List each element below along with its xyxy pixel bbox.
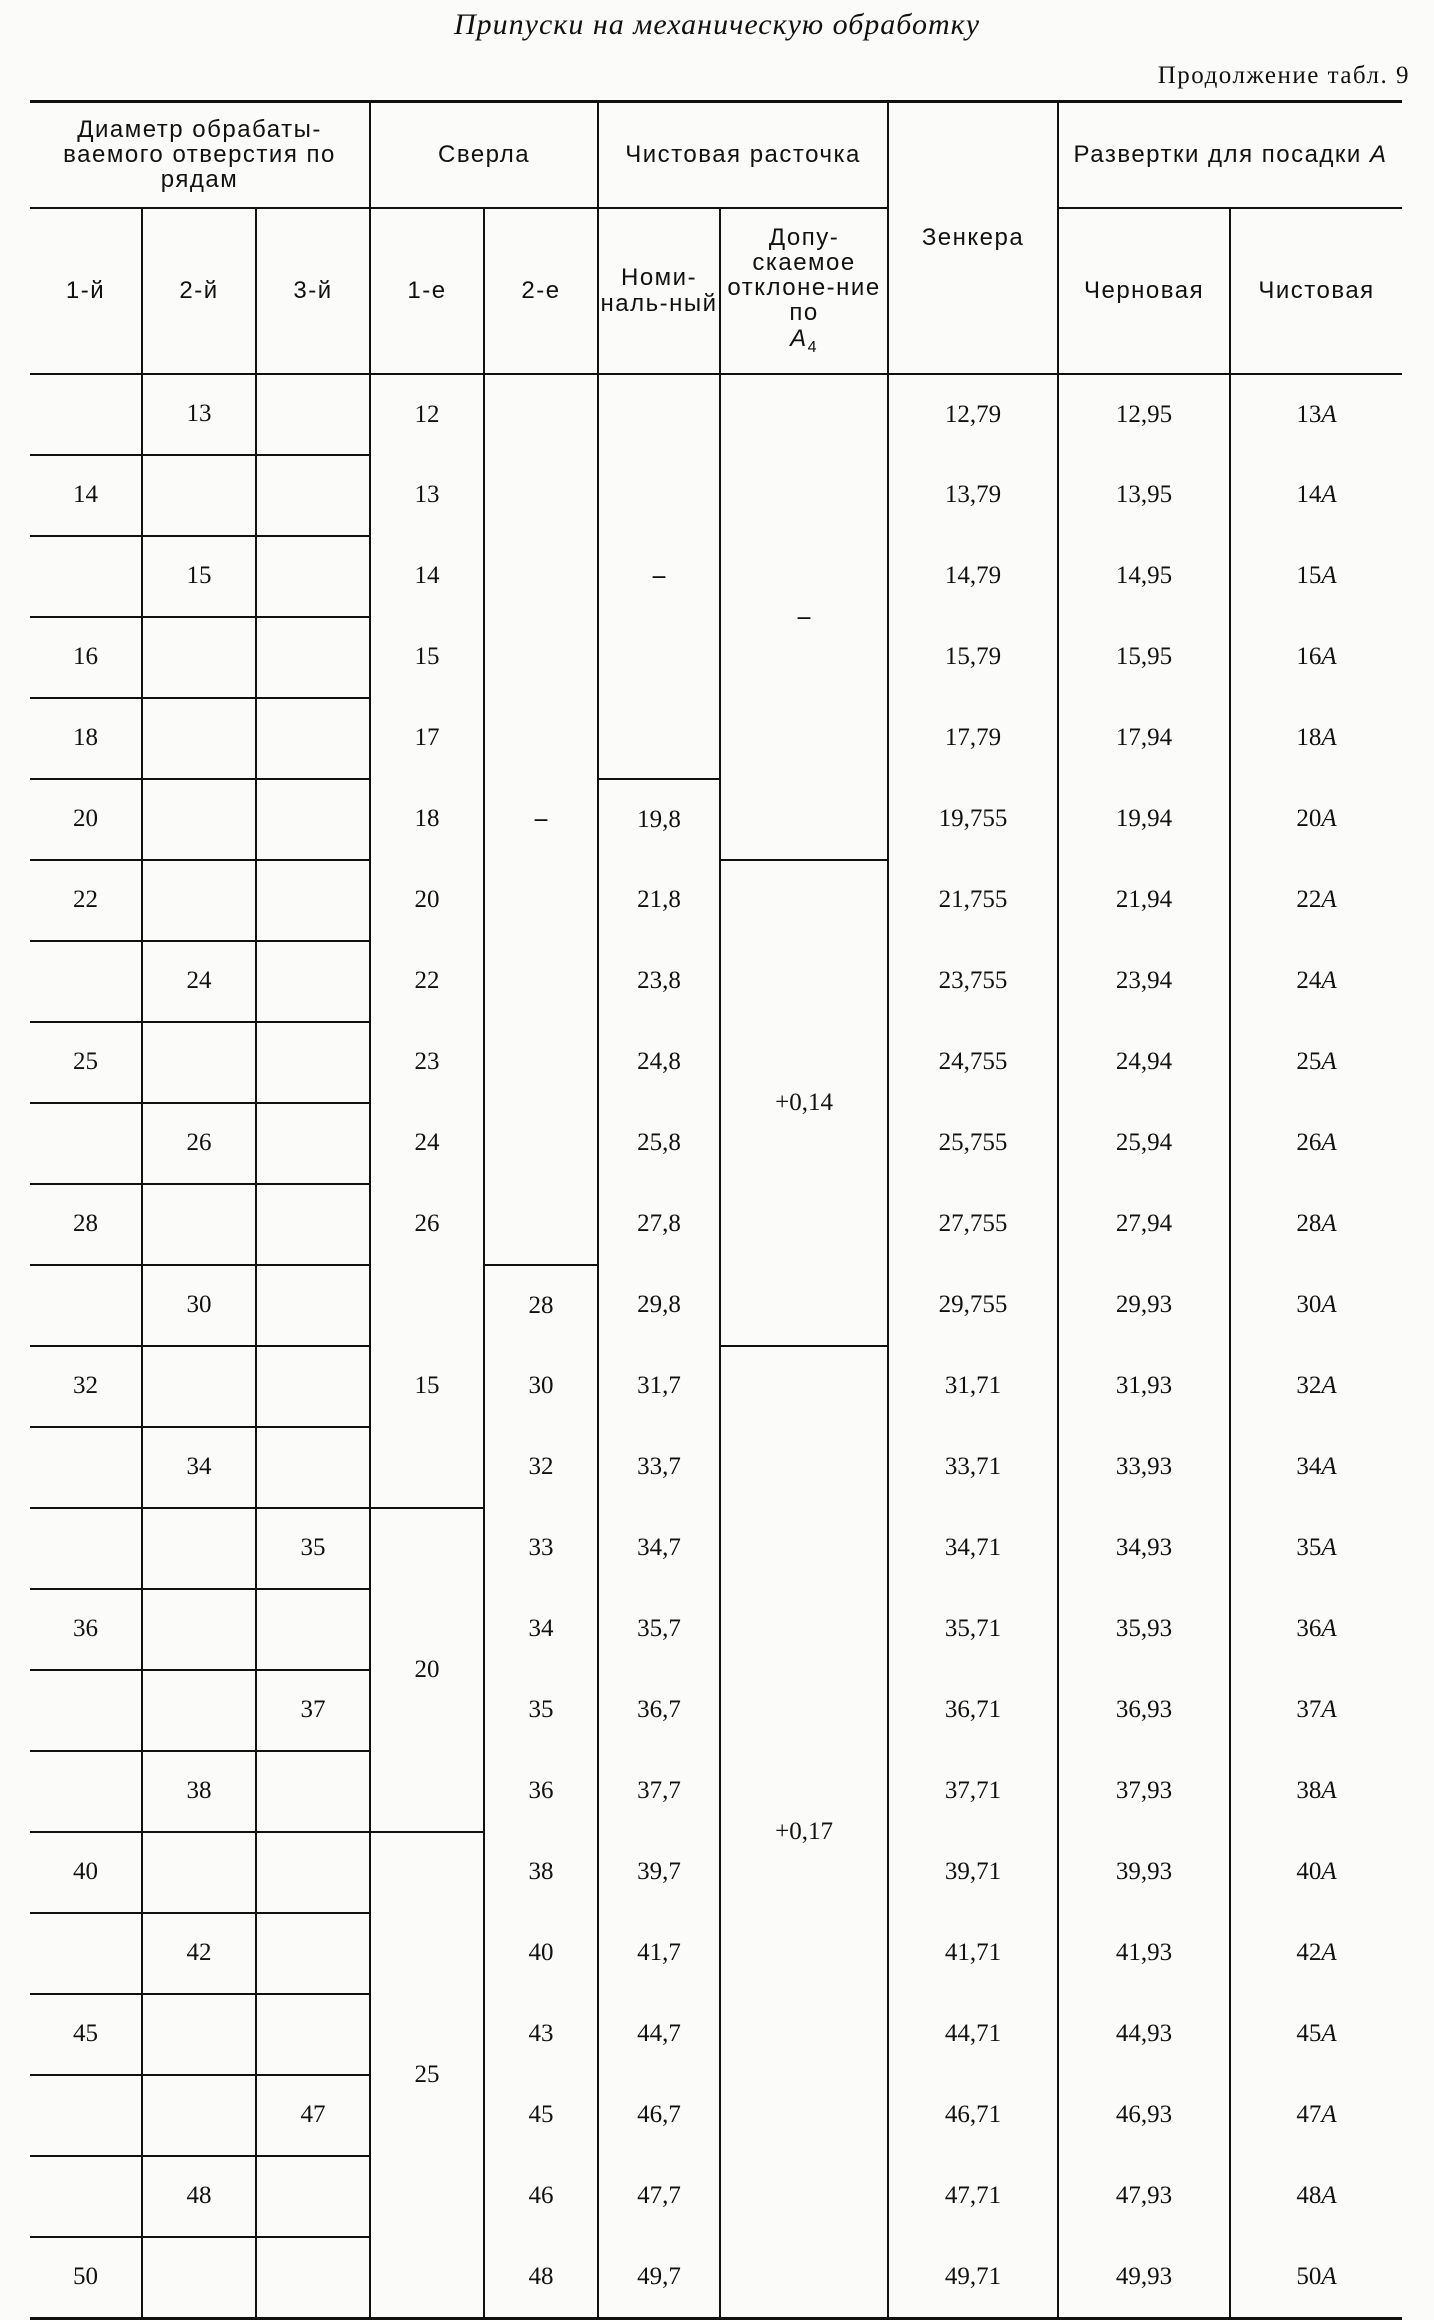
cell-drill-1: 12 <box>370 374 484 455</box>
cell-nominal: 39,7 <box>598 1832 720 1913</box>
cell-countersink: 34,71 <box>888 1508 1058 1589</box>
reamer-fit-symbol: A <box>1321 400 1337 428</box>
cell-row-3 <box>256 1427 370 1508</box>
cell-tolerance: +0,14 <box>720 860 888 1346</box>
cell-countersink: 25,755 <box>888 1103 1058 1184</box>
cell-reamer-finish <box>1230 1670 1402 1751</box>
table-row <box>30 1265 1402 1346</box>
reamer-finish-size: 47 <box>1296 2101 1322 2128</box>
cell-countersink: 49,71 <box>888 2237 1058 2319</box>
cell-reamer-finish <box>1230 374 1402 455</box>
header-tolerance-text: Допу-скаемое отклоне-ние по <box>727 223 881 327</box>
cell-drill-2: 36 <box>484 1751 598 1832</box>
table-row <box>30 2237 1402 2319</box>
table-row <box>30 1346 1402 1427</box>
cell-row-3 <box>256 2156 370 2237</box>
cell-reamer-rough: 36,93 <box>1058 1670 1230 1751</box>
cell-drill-2: 45 <box>484 2075 598 2156</box>
cell-row-1 <box>30 1427 142 1508</box>
reamer-fit-symbol: A <box>1321 1048 1337 1075</box>
reamer-fit-symbol: A <box>1321 967 1337 994</box>
cell-row-2: 48 <box>142 2156 256 2237</box>
header-reamers-symbol: A <box>1370 141 1388 169</box>
header-reamers <box>1058 102 1402 208</box>
cell-row-3: 37 <box>256 1670 370 1751</box>
cell-row-3 <box>256 2237 370 2319</box>
cell-drill-2: 28 <box>484 1265 598 1346</box>
cell-reamer-finish <box>1230 1427 1402 1508</box>
cell-drill-1: 18 <box>370 779 484 860</box>
reamer-finish-size: 40 <box>1296 1858 1322 1885</box>
cell-row-2 <box>142 698 256 779</box>
cell-reamer-rough: 39,93 <box>1058 1832 1230 1913</box>
table-row <box>30 1589 1402 1670</box>
header-finish: Чистовая <box>1230 208 1402 374</box>
cell-drill-2: 33 <box>484 1508 598 1589</box>
table-row <box>30 779 1402 860</box>
cell-row-1: 50 <box>30 2237 142 2319</box>
cell-reamer-rough: 21,94 <box>1058 860 1230 941</box>
reamer-finish-size: 14 <box>1296 481 1322 508</box>
reamer-fit-symbol: A <box>1321 481 1337 508</box>
cell-drill-2: 32 <box>484 1427 598 1508</box>
reamer-fit-symbol: A <box>1321 562 1337 589</box>
cell-reamer-rough: 24,94 <box>1058 1022 1230 1103</box>
cell-reamer-rough: 17,94 <box>1058 698 1230 779</box>
cell-nominal: 35,7 <box>598 1589 720 1670</box>
reamer-finish-size: 28 <box>1296 1210 1322 1237</box>
table-row <box>30 1022 1402 1103</box>
cell-row-1: 32 <box>30 1346 142 1427</box>
cell-reamer-rough: 15,95 <box>1058 617 1230 698</box>
reamer-finish-size: 24 <box>1296 967 1322 994</box>
reamer-fit-symbol: A <box>1321 1696 1337 1723</box>
cell-drill-1: 14 <box>370 536 484 617</box>
cell-nominal: 34,7 <box>598 1508 720 1589</box>
cell-reamer-rough: 37,93 <box>1058 1751 1230 1832</box>
header-reamers-text: Развертки для посадки <box>1073 141 1362 169</box>
cell-row-1 <box>30 374 142 455</box>
reamer-finish-size: 30 <box>1296 1291 1322 1318</box>
cell-countersink: 36,71 <box>888 1670 1058 1751</box>
table-row <box>30 1508 1402 1589</box>
cell-reamer-finish <box>1230 779 1402 860</box>
cell-row-1: 22 <box>30 860 142 941</box>
cell-countersink: 39,71 <box>888 1832 1058 1913</box>
reamer-finish-size: 48 <box>1296 2182 1322 2209</box>
table-row <box>30 2156 1402 2237</box>
cell-reamer-finish <box>1230 1184 1402 1265</box>
reamer-fit-symbol: A <box>1321 886 1337 913</box>
cell-reamer-rough: 33,93 <box>1058 1427 1230 1508</box>
page-title: Припуски на механическую обработку <box>453 8 981 41</box>
cell-reamer-rough: 44,93 <box>1058 1994 1230 2075</box>
cell-row-3 <box>256 1346 370 1427</box>
cell-row-1 <box>30 1508 142 1589</box>
cell-row-3 <box>256 1022 370 1103</box>
cell-reamer-rough: 25,94 <box>1058 1103 1230 1184</box>
cell-reamer-finish <box>1230 455 1402 536</box>
cell-drill-1: 20 <box>370 860 484 941</box>
cell-row-2 <box>142 2075 256 2156</box>
cell-row-2: 30 <box>142 1265 256 1346</box>
cell-reamer-finish <box>1230 536 1402 617</box>
cell-row-2 <box>142 1184 256 1265</box>
cell-nominal: 44,7 <box>598 1994 720 2075</box>
reamer-finish-size: 37 <box>1296 1696 1322 1723</box>
header-diameter: Диаметр обрабаты-ваемого отверстия по рядам <box>30 102 370 208</box>
cell-drill-1: 25 <box>370 1832 484 2319</box>
cell-nominal: 49,7 <box>598 2237 720 2319</box>
cell-countersink: 21,755 <box>888 860 1058 941</box>
cell-row-3 <box>256 941 370 1022</box>
cell-countersink: 13,79 <box>888 455 1058 536</box>
cell-drill-2: – <box>484 374 598 1265</box>
cell-drill-1: 24 <box>370 1103 484 1184</box>
cell-reamer-rough: 14,95 <box>1058 536 1230 617</box>
cell-row-1 <box>30 536 142 617</box>
cell-row-2: 13 <box>142 374 256 455</box>
cell-drill-2: 35 <box>484 1670 598 1751</box>
cell-nominal: 31,7 <box>598 1346 720 1427</box>
cell-tolerance: +0,17 <box>720 1346 888 2319</box>
cell-row-3 <box>256 536 370 617</box>
table-header <box>30 102 1402 374</box>
cell-countersink: 29,755 <box>888 1265 1058 1346</box>
cell-row-2 <box>142 1508 256 1589</box>
cell-row-1 <box>30 1670 142 1751</box>
header-drills: Сверла <box>370 102 598 208</box>
cell-drill-1: 13 <box>370 455 484 536</box>
cell-drill-1: 15 <box>370 1265 484 1508</box>
cell-row-2 <box>142 1832 256 1913</box>
cell-countersink: 27,755 <box>888 1184 1058 1265</box>
cell-row-1: 20 <box>30 779 142 860</box>
cell-reamer-finish <box>1230 617 1402 698</box>
cell-row-2 <box>142 1022 256 1103</box>
header-nominal: Номи-наль-ный <box>598 208 720 374</box>
cell-row-3 <box>256 1103 370 1184</box>
cell-nominal: 23,8 <box>598 941 720 1022</box>
reamer-fit-symbol: A <box>1321 724 1337 751</box>
cell-drill-2: 46 <box>484 2156 598 2237</box>
reamer-fit-symbol: A <box>1321 2182 1337 2209</box>
reamer-fit-symbol: A <box>1321 1939 1337 1966</box>
cell-reamer-finish <box>1230 1832 1402 1913</box>
cell-row-3 <box>256 1184 370 1265</box>
cell-drill-1: 17 <box>370 698 484 779</box>
cell-row-3 <box>256 617 370 698</box>
allowances-table <box>30 100 1402 2320</box>
cell-row-3 <box>256 1589 370 1670</box>
cell-row-1 <box>30 1103 142 1184</box>
cell-reamer-rough: 49,93 <box>1058 2237 1230 2319</box>
cell-reamer-rough: 41,93 <box>1058 1913 1230 1994</box>
cell-drill-2: 48 <box>484 2237 598 2319</box>
reamer-fit-symbol: A <box>1321 643 1337 670</box>
cell-reamer-rough: 12,95 <box>1058 374 1230 455</box>
cell-nominal: 24,8 <box>598 1022 720 1103</box>
table-row <box>30 374 1402 455</box>
reamer-fit-symbol: A <box>1321 1777 1337 1804</box>
cell-row-1: 45 <box>30 1994 142 2075</box>
cell-row-2 <box>142 779 256 860</box>
reamer-fit-symbol: A <box>1321 1129 1337 1156</box>
reamer-fit-symbol: A <box>1321 805 1337 832</box>
cell-nominal: 21,8 <box>598 860 720 941</box>
cell-reamer-rough: 23,94 <box>1058 941 1230 1022</box>
cell-reamer-finish <box>1230 1508 1402 1589</box>
cell-row-2 <box>142 1670 256 1751</box>
cell-reamer-finish <box>1230 2075 1402 2156</box>
reamer-finish-size: 18 <box>1296 724 1322 751</box>
table-row <box>30 1184 1402 1265</box>
cell-row-1: 28 <box>30 1184 142 1265</box>
cell-row-1 <box>30 1265 142 1346</box>
cell-row-2: 26 <box>142 1103 256 1184</box>
cell-nominal: – <box>598 374 720 779</box>
reamer-fit-symbol: A <box>1321 1453 1337 1480</box>
cell-nominal: 46,7 <box>598 2075 720 2156</box>
reamer-finish-size: 32 <box>1296 1372 1322 1399</box>
cell-countersink: 23,755 <box>888 941 1058 1022</box>
cell-reamer-rough: 13,95 <box>1058 455 1230 536</box>
cell-countersink: 41,71 <box>888 1913 1058 1994</box>
cell-countersink: 46,71 <box>888 2075 1058 2156</box>
reamer-fit-symbol: A <box>1321 2020 1337 2047</box>
table-row <box>30 1670 1402 1751</box>
cell-reamer-finish <box>1230 1994 1402 2075</box>
cell-row-2: 42 <box>142 1913 256 1994</box>
cell-reamer-rough: 47,93 <box>1058 2156 1230 2237</box>
cell-drill-1: 15 <box>370 617 484 698</box>
cell-reamer-finish <box>1230 941 1402 1022</box>
cell-drill-2: 38 <box>484 1832 598 1913</box>
cell-drill-2: 30 <box>484 1346 598 1427</box>
reamer-finish-size: 38 <box>1296 1777 1322 1804</box>
cell-row-2: 24 <box>142 941 256 1022</box>
table-continuation-label: Продолжение табл. 9 <box>1157 62 1410 89</box>
cell-reamer-rough: 29,93 <box>1058 1265 1230 1346</box>
cell-row-1: 16 <box>30 617 142 698</box>
reamer-fit-symbol: A <box>1321 1858 1337 1885</box>
cell-countersink: 14,79 <box>888 536 1058 617</box>
table-row <box>30 1751 1402 1832</box>
cell-row-2 <box>142 1589 256 1670</box>
cell-reamer-finish <box>1230 2237 1402 2319</box>
cell-row-1: 40 <box>30 1832 142 1913</box>
header-tolerance <box>720 208 888 374</box>
cell-reamer-finish <box>1230 698 1402 779</box>
reamer-finish-size: 20 <box>1296 805 1322 832</box>
cell-row-2: 34 <box>142 1427 256 1508</box>
header-drill-2: 2-е <box>484 208 598 374</box>
reamer-finish-size: 15 <box>1296 562 1322 589</box>
header-tolerance-subscript: 4 <box>807 338 818 356</box>
cell-tolerance: – <box>720 374 888 860</box>
cell-drill-2: 40 <box>484 1913 598 1994</box>
cell-nominal: 19,8 <box>598 779 720 860</box>
cell-row-2 <box>142 860 256 941</box>
cell-countersink: 33,71 <box>888 1427 1058 1508</box>
cell-row-1 <box>30 941 142 1022</box>
cell-row-1 <box>30 2156 142 2237</box>
cell-reamer-finish <box>1230 860 1402 941</box>
cell-row-2 <box>142 2237 256 2319</box>
reamer-finish-size: 50 <box>1296 2262 1322 2290</box>
cell-row-1 <box>30 2075 142 2156</box>
header-rough: Черновая <box>1058 208 1230 374</box>
reamer-finish-size: 13 <box>1296 400 1322 428</box>
cell-drill-2: 34 <box>484 1589 598 1670</box>
cell-row-2: 38 <box>142 1751 256 1832</box>
cell-reamer-finish <box>1230 1751 1402 1832</box>
cell-row-2 <box>142 617 256 698</box>
cell-drill-1: 20 <box>370 1508 484 1832</box>
cell-row-2 <box>142 1994 256 2075</box>
table-row <box>30 1427 1402 1508</box>
cell-row-2 <box>142 455 256 536</box>
cell-reamer-rough: 34,93 <box>1058 1508 1230 1589</box>
cell-nominal: 36,7 <box>598 1670 720 1751</box>
table-body <box>30 374 1402 2319</box>
cell-row-3 <box>256 374 370 455</box>
cell-reamer-rough: 31,93 <box>1058 1346 1230 1427</box>
cell-row-1: 14 <box>30 455 142 536</box>
header-tolerance-symbol: A <box>790 324 808 352</box>
cell-countersink: 47,71 <box>888 2156 1058 2237</box>
table-row <box>30 2075 1402 2156</box>
header-drill-1: 1-е <box>370 208 484 374</box>
cell-nominal: 41,7 <box>598 1913 720 1994</box>
header-row-3: 3-й <box>256 208 370 374</box>
cell-row-3 <box>256 1913 370 1994</box>
cell-row-3 <box>256 455 370 536</box>
cell-countersink: 17,79 <box>888 698 1058 779</box>
reamer-finish-size: 16 <box>1296 643 1322 670</box>
cell-drill-1: 26 <box>370 1184 484 1265</box>
table-row <box>30 1832 1402 1913</box>
reamer-fit-symbol: A <box>1321 1534 1337 1561</box>
cell-reamer-finish <box>1230 1265 1402 1346</box>
cell-nominal: 47,7 <box>598 2156 720 2237</box>
cell-reamer-finish <box>1230 2156 1402 2237</box>
reamer-finish-size: 35 <box>1296 1534 1322 1561</box>
reamer-fit-symbol: A <box>1321 1615 1337 1642</box>
cell-drill-1: 23 <box>370 1022 484 1103</box>
cell-reamer-rough: 19,94 <box>1058 779 1230 860</box>
cell-nominal: 37,7 <box>598 1751 720 1832</box>
cell-row-3 <box>256 779 370 860</box>
cell-row-3 <box>256 1265 370 1346</box>
cell-reamer-finish <box>1230 1022 1402 1103</box>
cell-row-3: 47 <box>256 2075 370 2156</box>
reamer-finish-size: 36 <box>1296 1615 1322 1642</box>
table-row <box>30 860 1402 941</box>
cell-drill-1: 22 <box>370 941 484 1022</box>
cell-reamer-rough: 35,93 <box>1058 1589 1230 1670</box>
cell-countersink: 19,755 <box>888 779 1058 860</box>
cell-countersink: 12,79 <box>888 374 1058 455</box>
cell-row-1 <box>30 1751 142 1832</box>
table-row <box>30 1994 1402 2075</box>
cell-reamer-rough: 27,94 <box>1058 1184 1230 1265</box>
cell-nominal: 33,7 <box>598 1427 720 1508</box>
cell-row-1: 36 <box>30 1589 142 1670</box>
table-row <box>30 1913 1402 1994</box>
cell-row-1: 18 <box>30 698 142 779</box>
table-row <box>30 941 1402 1022</box>
reamer-finish-size: 25 <box>1296 1048 1322 1075</box>
cell-row-1: 25 <box>30 1022 142 1103</box>
reamer-fit-symbol: A <box>1321 2262 1337 2290</box>
reamer-fit-symbol: A <box>1321 1372 1337 1399</box>
reamer-fit-symbol: A <box>1321 1291 1337 1318</box>
table-row <box>30 1103 1402 1184</box>
cell-nominal: 27,8 <box>598 1184 720 1265</box>
cell-row-3 <box>256 1751 370 1832</box>
reamer-fit-symbol: A <box>1321 2101 1337 2128</box>
reamer-finish-size: 45 <box>1296 2020 1322 2047</box>
cell-reamer-finish <box>1230 1103 1402 1184</box>
cell-row-1 <box>30 1913 142 1994</box>
reamer-finish-size: 34 <box>1296 1453 1322 1480</box>
cell-reamer-rough: 46,93 <box>1058 2075 1230 2156</box>
reamer-finish-size: 42 <box>1296 1939 1322 1966</box>
cell-countersink: 15,79 <box>888 617 1058 698</box>
reamer-finish-size: 22 <box>1296 886 1322 913</box>
header-row-1: 1-й <box>30 208 142 374</box>
cell-row-2: 15 <box>142 536 256 617</box>
cell-row-3 <box>256 1832 370 1913</box>
header-finish-boring: Чистовая расточка <box>598 102 888 208</box>
cell-reamer-finish <box>1230 1346 1402 1427</box>
cell-countersink: 35,71 <box>888 1589 1058 1670</box>
cell-nominal: 29,8 <box>598 1265 720 1346</box>
reamer-fit-symbol: A <box>1321 1210 1337 1237</box>
cell-row-3 <box>256 698 370 779</box>
cell-countersink: 24,755 <box>888 1022 1058 1103</box>
cell-row-3: 35 <box>256 1508 370 1589</box>
cell-row-3 <box>256 1994 370 2075</box>
cell-row-2 <box>142 1346 256 1427</box>
cell-countersink: 31,71 <box>888 1346 1058 1427</box>
cell-row-3 <box>256 860 370 941</box>
cell-reamer-finish <box>1230 1913 1402 1994</box>
reamer-finish-size: 26 <box>1296 1129 1322 1156</box>
cell-reamer-finish <box>1230 1589 1402 1670</box>
cell-countersink: 44,71 <box>888 1994 1058 2075</box>
cell-nominal: 25,8 <box>598 1103 720 1184</box>
cell-drill-2: 43 <box>484 1994 598 2075</box>
header-row-2: 2-й <box>142 208 256 374</box>
header-countersink: Зенкера <box>888 102 1058 374</box>
cell-countersink: 37,71 <box>888 1751 1058 1832</box>
